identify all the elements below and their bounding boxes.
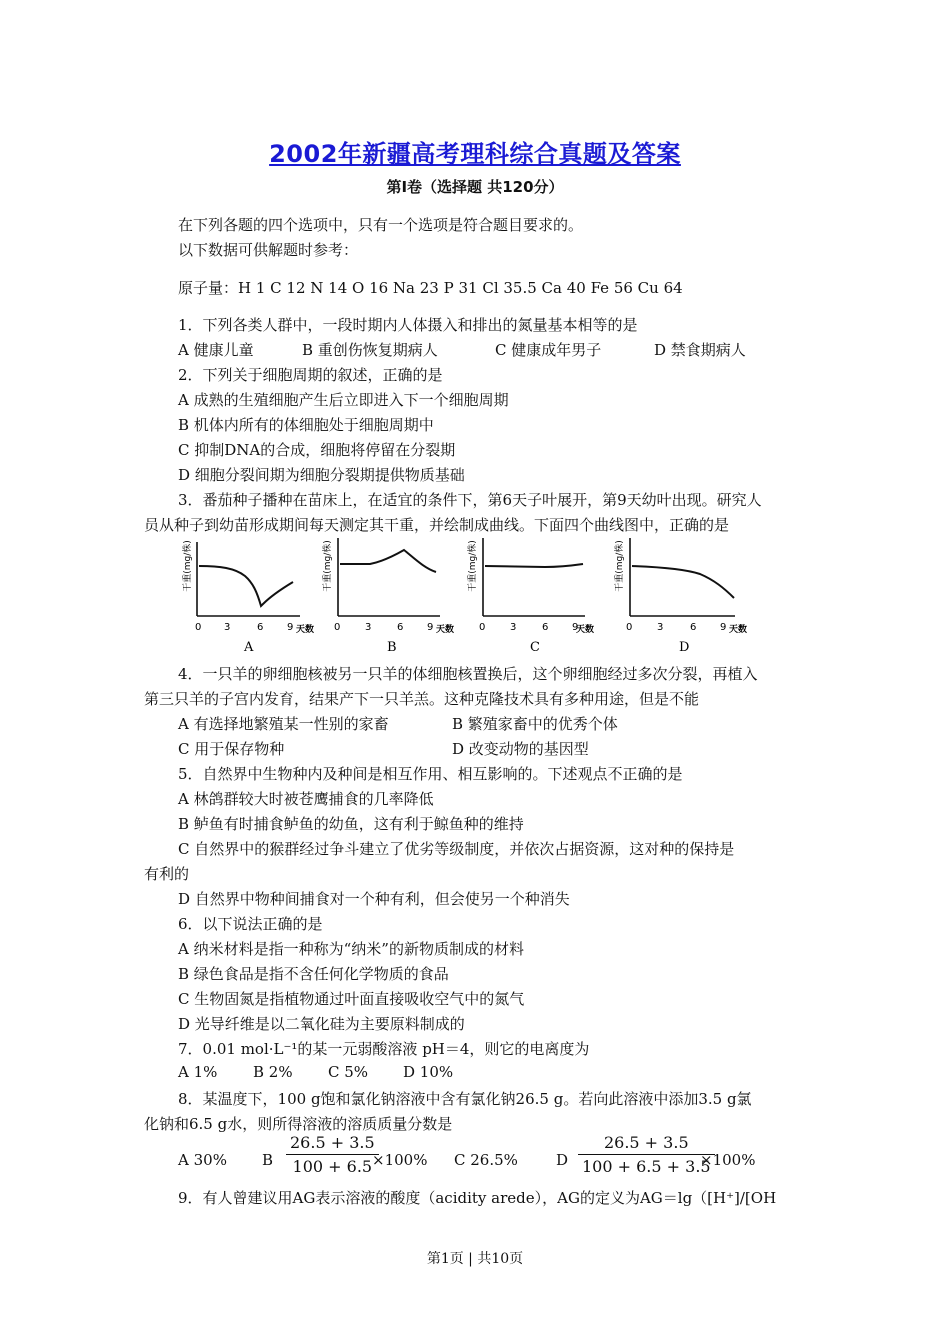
x-tick-9: 9: [287, 622, 294, 633]
q8-stem-line-2: 化钠和6.5 g水，则所得溶液的溶质质量分数是: [144, 1115, 453, 1133]
chart-d-curve: [632, 566, 734, 598]
q1-stem: 1．下列各类人群中，一段时期内人体摄入和排出的氮量基本相等的是: [178, 316, 638, 334]
q4-stem-line-2: 第三只羊的子宫内发育，结果产下一只羊羔。这种克隆技术具有多种用途，但是不能: [144, 690, 700, 708]
q3-chart-c: [465, 536, 610, 660]
q7-stem: 7．0.01 mol·L⁻¹的某一元弱酸溶液 pH＝4，则它的电离度为: [178, 1040, 590, 1058]
section-heading: 第Ⅰ卷（选择题 共120分）: [386, 178, 564, 196]
q3-chart-a-plot: [175, 536, 320, 660]
q7-option-b: B 2%: [253, 1063, 293, 1081]
chart-y-label: 干重(mg/株): [183, 540, 193, 592]
chart-label-a: A: [244, 640, 254, 655]
q5-option-d: D 自然界中物种间捕食对一个种有利，但会使另一个种消失: [178, 890, 570, 908]
q2-stem: 2．下列关于细胞周期的叙述，正确的是: [178, 366, 443, 384]
q3-chart-c-plot: [465, 536, 610, 660]
x-tick-3: 3: [510, 622, 517, 633]
q5-option-c-line-1: C 自然界中的猴群经过争斗建立了优劣等级制度，并依次占据资源，这对种的保持是: [178, 840, 735, 858]
q8-option-c: C 26.5%: [454, 1151, 518, 1169]
fraction-numerator: 26.5 + 3.5: [603, 1133, 689, 1152]
q8-option-d-tail: ×100%: [700, 1151, 756, 1169]
q5-option-c-line-2: 有利的: [144, 865, 190, 883]
q4-option-d: D 改变动物的基因型: [452, 740, 589, 758]
fraction-denominator: 100 + 6.5: [292, 1157, 373, 1176]
q7-option-d: D 10%: [403, 1063, 454, 1081]
chart-y-label: 干重(mg/株): [615, 540, 625, 592]
x-tick-9: 9: [720, 622, 727, 633]
q7-option-c: C 5%: [328, 1063, 369, 1081]
q1-option-b: B 重创伤恢复期病人: [302, 341, 438, 359]
q5-stem: 5．自然界中生物种内及种间是相互作用、相互影响的。下述观点不正确的是: [178, 765, 683, 783]
q5-option-a: A 林鸽群较大时被苍鹰捕食的几率降低: [178, 790, 434, 808]
q3-stem-line-1: 3．番茄种子播种在苗床上，在适宜的条件下，第6天子叶展开，第9天幼叶出现。研究人: [178, 491, 762, 509]
q2-option-b: B 机体内所有的体细胞处于细胞周期中: [178, 416, 434, 434]
q3-chart-b: [320, 536, 465, 660]
chart-label-d: D: [679, 640, 690, 655]
x-tick-6: 6: [690, 622, 697, 633]
q6-option-b: B 绿色食品是指不含任何化学物质的食品: [178, 965, 449, 983]
q7-option-a: A 1%: [178, 1063, 218, 1081]
x-tick-0: 0: [195, 622, 202, 633]
q6-option-c: C 生物固氮是指植物通过叶面直接吸收空气中的氮气: [178, 990, 525, 1008]
q9-stem: 9．有人曾建议用AG表示溶液的酸度（acidity arede），AG的定义为AG＝lg（[H⁺]/[OH: [178, 1189, 777, 1207]
q8-option-b-fraction: [286, 1133, 379, 1176]
q8-stem-line-1: 8．某温度下，100 g饱和氯化钠溶液中含有氯化钠26.5 g。若向此溶液中添加3.5 g氯: [178, 1090, 752, 1108]
q6-option-a: A 纳米材料是指一种称为“纳米”的新物质制成的材料: [178, 940, 524, 958]
chart-label-c: C: [530, 640, 540, 655]
q1-option-c: C 健康成年男子: [495, 341, 602, 359]
q3-chart-d-plot: [610, 536, 765, 660]
q3-chart-group: [175, 536, 765, 660]
chart-label-b: B: [387, 640, 397, 655]
chart-c-curve: [485, 564, 583, 567]
q1-option-d: D 禁食期病人: [654, 341, 746, 359]
x-tick-6: 6: [397, 622, 404, 633]
chart-x-label: 天数: [296, 625, 315, 635]
q4-stem-line-1: 4．一只羊的卵细胞核被另一只羊的体细胞核置换后，这个卵细胞经过多次分裂，再植入: [178, 665, 758, 683]
x-tick-6: 6: [542, 622, 549, 633]
q1-option-a: A 健康儿童: [178, 341, 254, 359]
q4-option-b: B 繁殖家畜中的优秀个体: [452, 715, 618, 733]
q8-option-a: A 30%: [178, 1151, 227, 1169]
fraction-bar: [286, 1154, 379, 1155]
chart-x-label: 天数: [576, 625, 595, 635]
q4-option-a: A 有选择地繁殖某一性别的家畜: [178, 715, 389, 733]
q2-option-a: A 成熟的生殖细胞产生后立即进入下一个细胞周期: [178, 391, 509, 409]
x-tick-9: 9: [427, 622, 434, 633]
x-tick-9: 9: [572, 622, 579, 633]
q2-option-c: C 抑制DNA的合成，细胞将停留在分裂期: [178, 441, 456, 459]
q8-option-d-fraction: [578, 1133, 715, 1176]
q3-chart-d: [610, 536, 755, 660]
x-tick-0: 0: [626, 622, 633, 633]
x-tick-0: 0: [479, 622, 486, 633]
atomic-mass-line: 原子量：H 1 C 12 N 14 O 16 Na 23 P 31 Cl 35.5 Ca 40 Fe 56 Cu 64: [178, 279, 683, 297]
intro-line-2: 以下数据可供解题时参考：: [178, 241, 359, 259]
q8-option-b-label: B: [262, 1151, 274, 1169]
fraction-numerator: 26.5 + 3.5: [290, 1133, 375, 1152]
x-tick-3: 3: [657, 622, 664, 633]
x-tick-3: 3: [365, 622, 372, 633]
chart-x-label: 天数: [436, 625, 455, 635]
page-title[interactable]: 2002年新疆高考理科综合真题及答案: [269, 140, 681, 168]
page-footer: 第1页 | 共10页: [426, 1251, 524, 1267]
q3-chart-b-plot: [320, 536, 465, 660]
q8-option-b-tail: ×100%: [372, 1151, 428, 1169]
x-tick-0: 0: [334, 622, 341, 633]
q2-option-d: D 细胞分裂间期为细胞分裂期提供物质基础: [178, 466, 465, 484]
chart-y-label: 干重(mg/株): [323, 540, 333, 592]
x-tick-3: 3: [224, 622, 231, 633]
chart-b-curve: [340, 550, 436, 572]
chart-y-label: 干重(mg/株): [468, 540, 478, 592]
fraction-bar: [578, 1154, 715, 1155]
q8-option-d-label: D: [556, 1151, 569, 1169]
q3-stem-line-2: 员从种子到幼苗形成期间每天测定其干重，并绘制成曲线。下面四个曲线图中，正确的是: [144, 516, 730, 534]
q4-option-c: C 用于保存物种: [178, 740, 285, 758]
q6-option-d: D 光导纤维是以二氧化硅为主要原料制成的: [178, 1015, 465, 1033]
q6-stem: 6．以下说法正确的是: [178, 915, 323, 933]
x-tick-6: 6: [257, 622, 264, 633]
chart-a-curve: [199, 566, 293, 606]
intro-line-1: 在下列各题的四个选项中，只有一个选项是符合题目要求的。: [178, 216, 584, 234]
fraction-denominator: 100 + 6.5 + 3.5: [582, 1157, 711, 1176]
q5-option-b: B 鲈鱼有时捕食鲈鱼的幼鱼，这有利于鲸鱼种的维持: [178, 815, 524, 833]
chart-x-label: 天数: [729, 625, 748, 635]
q3-chart-a: [175, 536, 320, 660]
